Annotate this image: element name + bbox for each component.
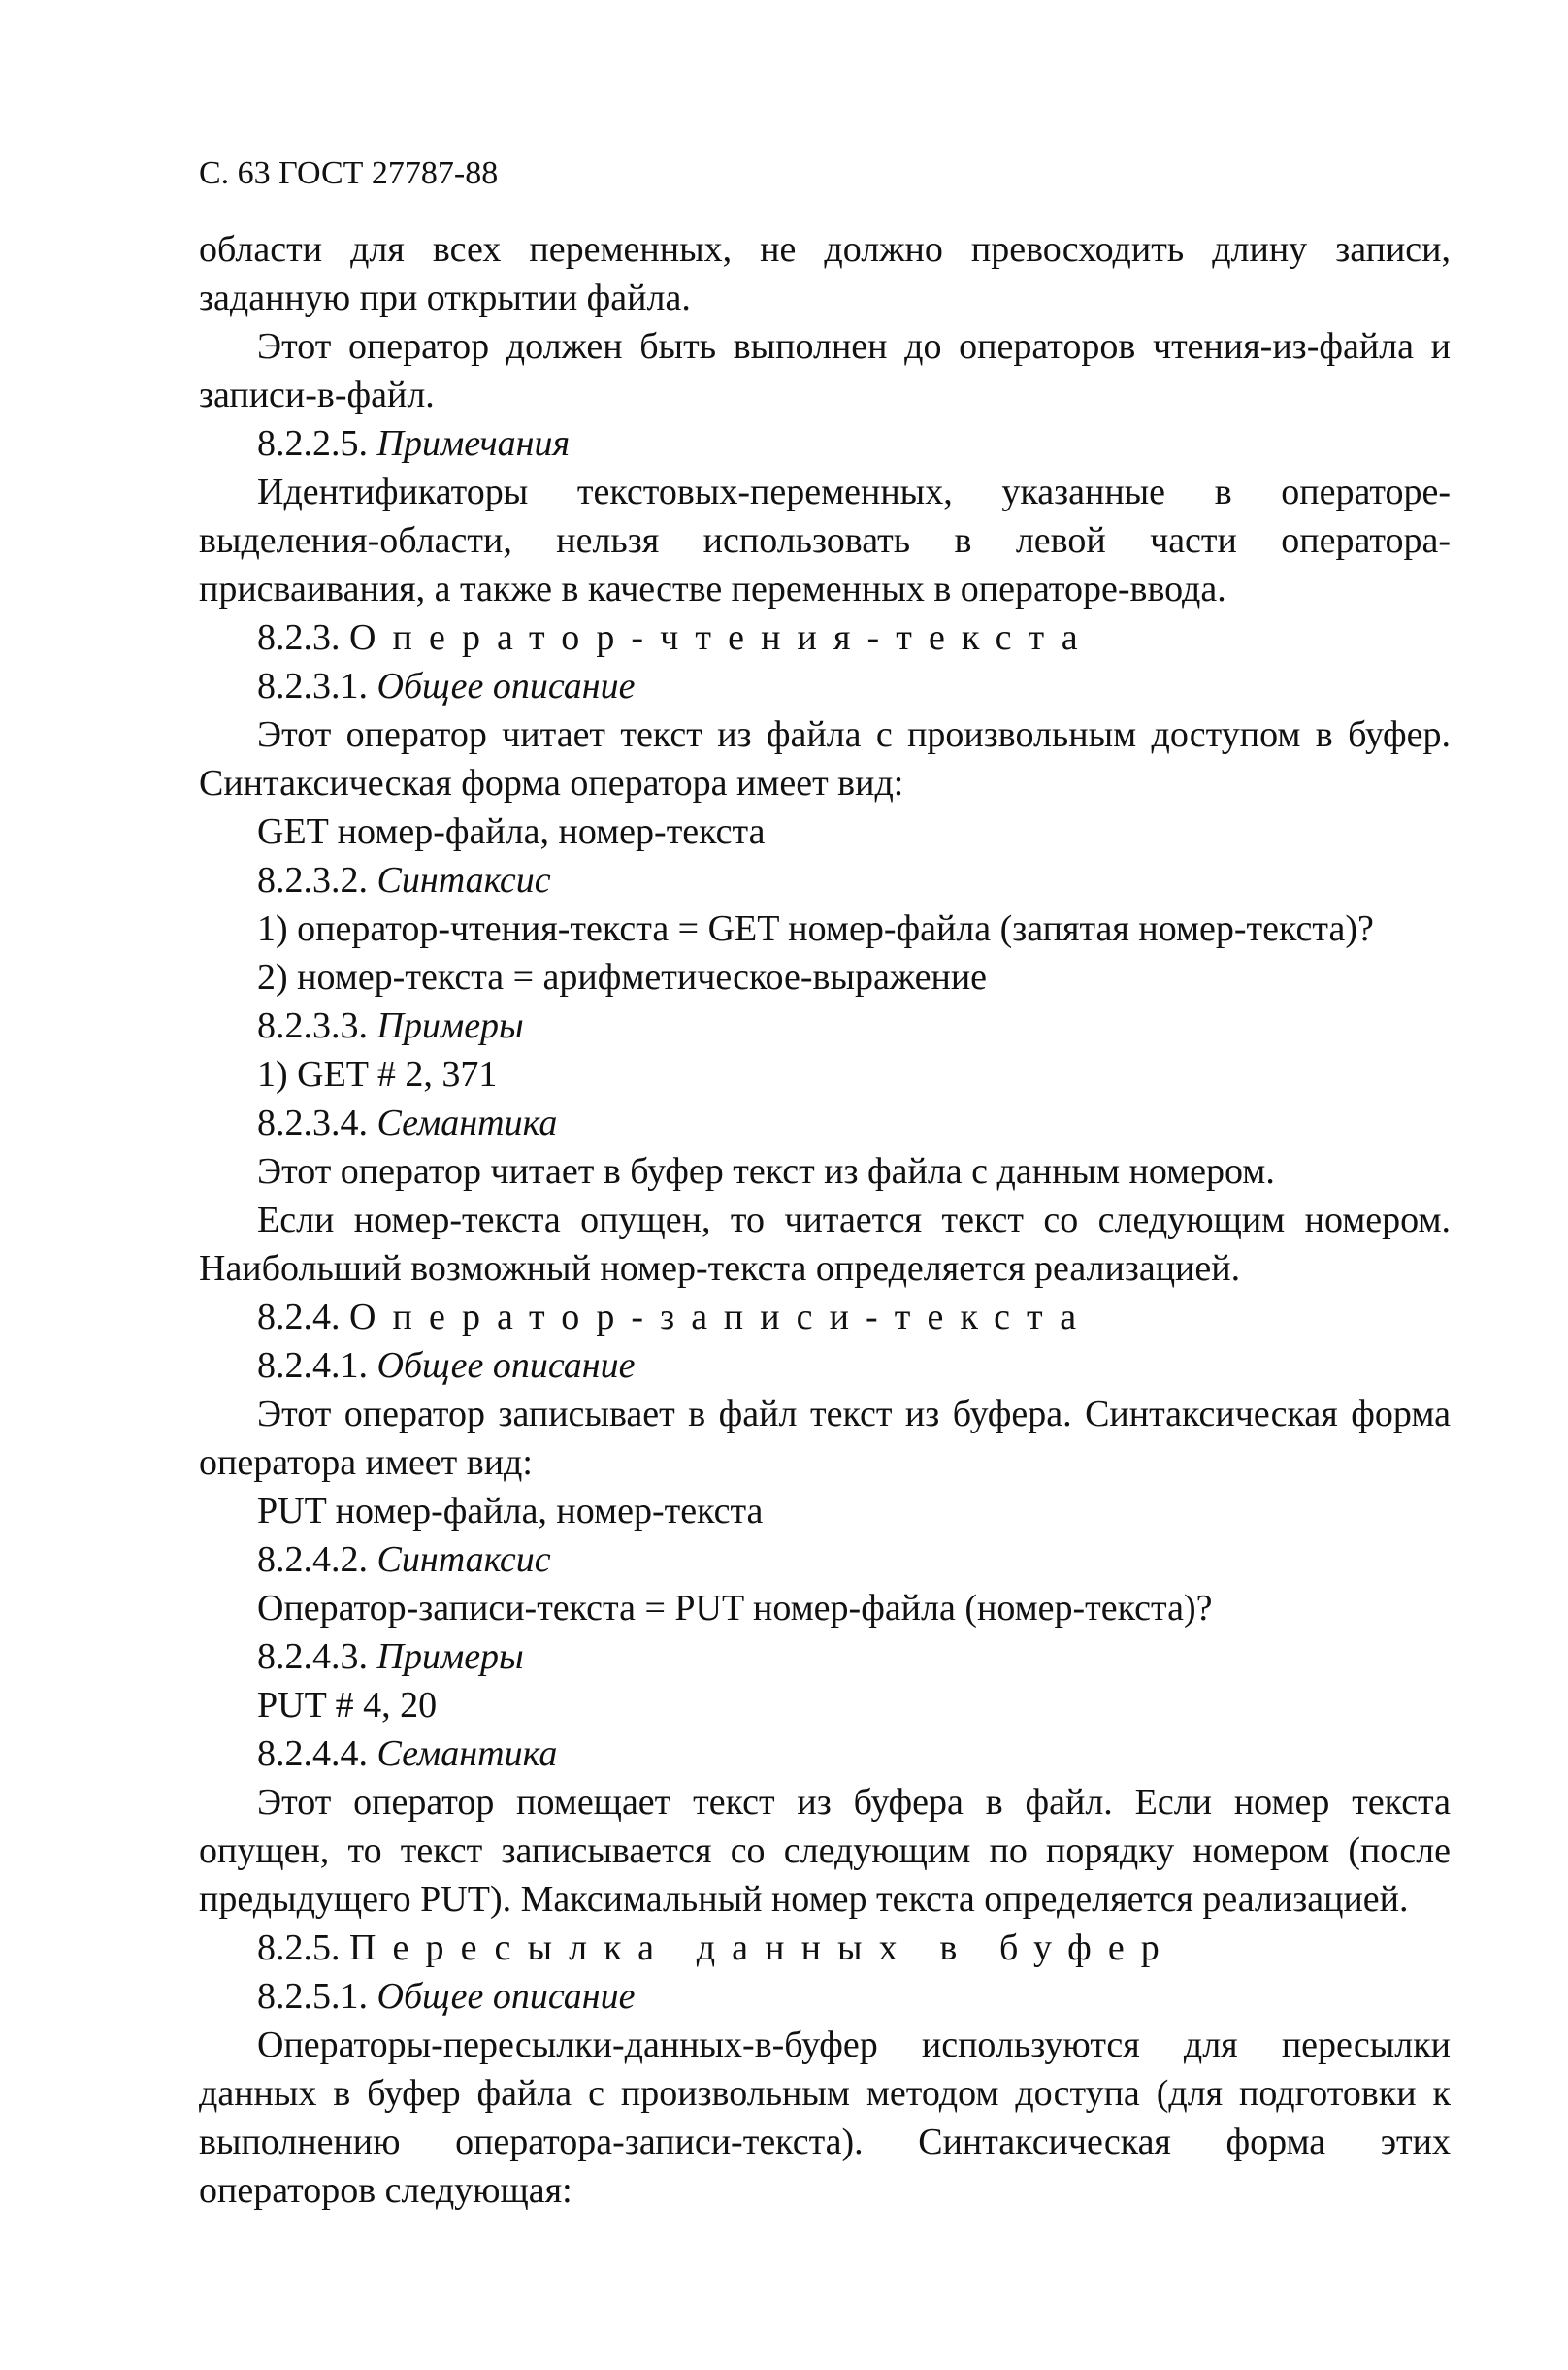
paragraph: Этот оператор читает в буфер текст из файла с данным номером. <box>257 1151 1275 1192</box>
section-title: Примечания <box>376 423 571 464</box>
section-heading <box>199 1729 1451 1778</box>
section-number: 8.2.3. <box>257 617 341 658</box>
syntax-rule: 2) номер-текста = арифметическое-выражение <box>257 957 988 998</box>
section-number: 8.2.4.4. <box>257 1733 368 1774</box>
section-heading <box>199 1632 1451 1681</box>
section-heading <box>199 662 1451 710</box>
paragraph: Идентификаторы текстовых-переменных, указанные в операторе-выделения-области, нельзя использовать в левой части оператора-присваивания, а также в качестве переменных в операторе-ввода. <box>199 472 1451 609</box>
section-heading <box>199 1341 1451 1390</box>
document-body <box>199 225 1451 2215</box>
section-number: 8.2.5.1. <box>257 1976 368 2017</box>
section-number: 8.2.2.5. <box>257 423 368 464</box>
section-heading <box>199 1002 1451 1050</box>
section-number: 8.2.4.2. <box>257 1539 368 1580</box>
paragraph: Этот оператор записывает в файл текст из буфера. Синтаксическая форма оператора имеет вид: <box>199 1394 1451 1483</box>
section-heading <box>199 1535 1451 1584</box>
section-number: 8.2.4. <box>257 1297 341 1337</box>
section-number: 8.2.3.1. <box>257 666 368 707</box>
syntax-rule: Оператор-записи-текста = PUT номер-файла (номер-текста)? <box>257 1588 1213 1629</box>
section-title: Семантика <box>376 1733 558 1774</box>
paragraph: Этот оператор должен быть выполнен до операторов чтения-из-файла и записи-в-файл. <box>199 326 1451 415</box>
section-heading <box>199 856 1451 905</box>
syntax-rule: 1) оператор-чтения-текста = GET номер-файла (запятая номер-текста)? <box>257 908 1374 949</box>
section-number: 8.2.3.2. <box>257 860 368 901</box>
section-title: Примеры <box>376 1636 524 1677</box>
section-title: Оператор-записи-текста <box>349 1297 1094 1337</box>
section-number: 8.2.4.3. <box>257 1636 368 1677</box>
paragraph: области для всех переменных, не должно превосходить длину записи, заданную при открытии файла. <box>199 229 1451 318</box>
section-heading <box>199 1972 1451 2021</box>
page-header: С. 63 ГОСТ 27787-88 <box>199 155 499 191</box>
paragraph: Если номер-текста опущен, то читается текст со следующим номером. Наибольший возможный номер-текста определяется реализацией. <box>199 1200 1451 1289</box>
section-title: Пересылка данных в буфер <box>349 1927 1176 1968</box>
section-title: Общее описание <box>376 1976 636 2017</box>
code-line: GET номер-файла, номер-текста <box>257 811 766 852</box>
section-heading <box>199 1293 1451 1341</box>
section-heading <box>199 613 1451 662</box>
paragraph: Этот оператор читает текст из файла с произвольным доступом в буфер. Синтаксическая форма оператора имеет вид: <box>199 714 1451 804</box>
code-example: 1) GET # 2, 371 <box>257 1054 498 1095</box>
section-title: Примеры <box>376 1005 524 1046</box>
paragraph: Операторы-пересылки-данных-в-буфер используются для пересылки данных в буфер файла с произвольным методом доступа (для подготовки к выполнению оператора-записи-текста). Синтаксическая форма этих операторов следующая: <box>199 2024 1451 2211</box>
section-title: Общее описание <box>376 666 636 707</box>
section-heading <box>199 1099 1451 1147</box>
code-example: PUT # 4, 20 <box>257 1685 438 1726</box>
section-title: Семантика <box>376 1103 558 1143</box>
section-heading <box>199 1924 1451 1972</box>
section-title: Оператор-чтения-текста <box>349 617 1094 658</box>
section-number: 8.2.4.1. <box>257 1345 368 1386</box>
section-heading <box>199 419 1451 468</box>
section-number: 8.2.3.4. <box>257 1103 368 1143</box>
section-number: 8.2.3.3. <box>257 1005 368 1046</box>
section-title: Общее описание <box>376 1345 636 1386</box>
section-title: Синтаксис <box>376 1539 551 1580</box>
section-title: Синтаксис <box>376 860 551 901</box>
code-line: PUT номер-файла, номер-текста <box>257 1491 764 1531</box>
section-number: 8.2.5. <box>257 1927 341 1968</box>
paragraph: Этот оператор помещает текст из буфера в файл. Если номер текста опущен, то текст записывается со следующим по порядку номером (после предыдущего PUT). Максимальный номер текста определяется реализацией. <box>199 1782 1451 1920</box>
